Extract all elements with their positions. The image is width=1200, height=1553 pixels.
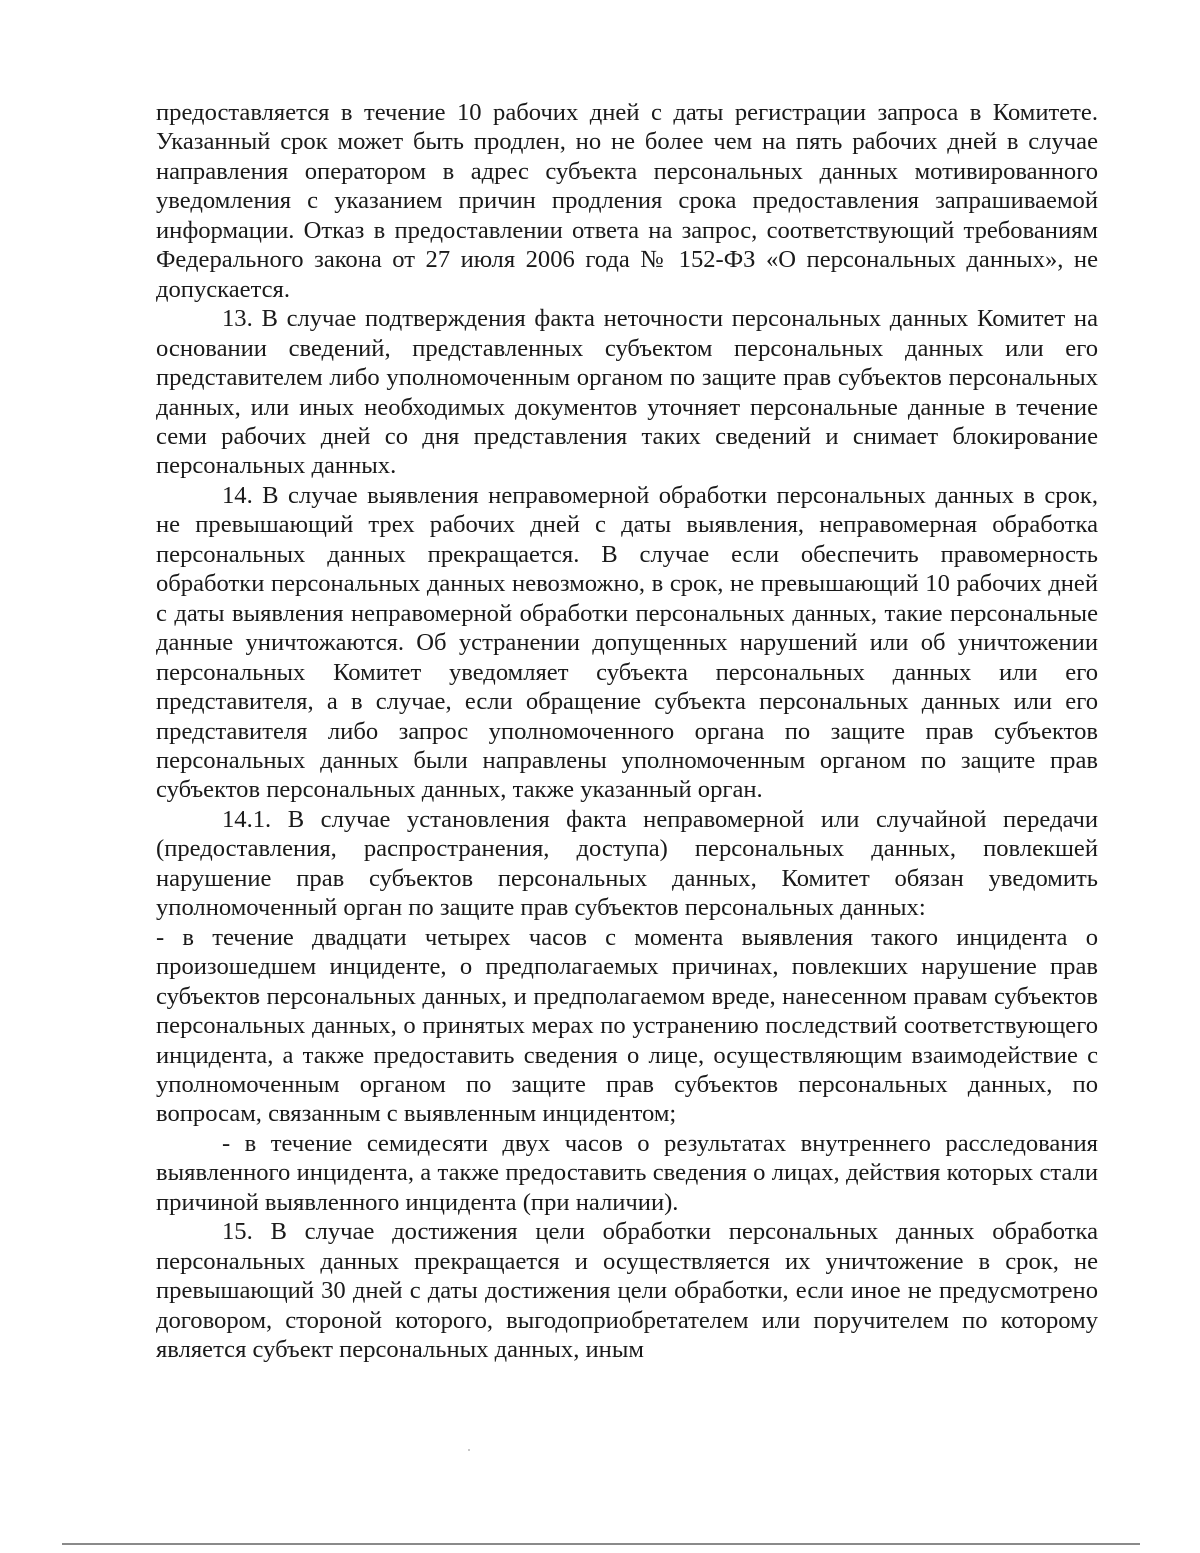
list-item-72-hours: - в течение семидесяти двух часов о результатах внутреннего расследования выявленного инцидента, а также предоставить сведения о лицах, действия которых стали причиной выявленного инцидента (при наличии). — [156, 1129, 1098, 1216]
page-bottom-rule — [62, 1543, 1140, 1545]
paragraph-14-1: 14.1. В случае установления факта неправомерной или случайной передачи (предоставления, распространения, доступа) персональных данных, повлекшей нарушение прав субъектов персональных данных, Комитет обязан уведомить уполномоченный орган по защите прав субъектов персональных данных: — [156, 805, 1098, 922]
list-item-24-hours: - в течение двадцати четырех часов с момента выявления такого инцидента о произошедшем инциденте, о предполагаемых причинах, повлекших нарушение прав субъектов персональных данных, и предполагаемом вреде, нанесенном правам субъектов персональных данных, о принятых мерах по устранению последствий соответствующего инцидента, а также предоставить сведения о лице, осуществляющим взаимодействие с уполномоченным органом по защите прав субъектов персональных данных, по вопросам, связанным с выявленным инцидентом; — [156, 923, 1098, 1128]
paragraph-13: 13. В случае подтверждения факта неточности персональных данных Комитет на основании сведений, представленных субъектом персональных данных или его представителем либо уполномоченным органом по защите прав субъектов персональных данных, или иных необходимых документов уточняет персональные данные в течение семи рабочих дней со дня представления таких сведений и снимает блокирование персональных данных. — [156, 305, 1098, 480]
scan-artifact — [468, 1449, 470, 1451]
document-body — [156, 98, 1098, 1364]
paragraph-14: 14. В случае выявления неправомерной обработки персональных данных в срок, не превышающий трех рабочих дней с даты выявления, неправомерная обработка персональных данных прекращается. В случае если обеспечить правомерность обработки персональных данных невозможно, в срок, не превышающий 10 рабочих дней с даты выявления неправомерной обработки персональных данных, такие персональные данные уничтожаются. Об устранении допущенных нарушений или об уничтожении персональных Комитет уведомляет субъекта персональных данных или его представителя, а в случае, если обращение субъекта персональных данных или его представителя либо запрос уполномоченного органа по защите прав субъектов персональных данных были направлены уполномоченным органом по защите прав субъектов персональных данных, также указанный орган. — [156, 481, 1098, 804]
paragraph-15: 15. В случае достижения цели обработки персональных данных обработка персональных данных прекращается и осуществляется их уничтожение в срок, не превышающий 30 дней с даты достижения цели обработки, если иное не предусмотрено договором, стороной которого, выгодоприобретателем или поручителем по которому является субъект персональных данных, иным — [156, 1218, 1098, 1364]
paragraph-continuation-12: предоставляется в течение 10 рабочих дней с даты регистрации запроса в Комитете. Указанный срок может быть продлен, но не более чем на пять рабочих дней в случае направления оператором в адрес субъекта персональных данных мотивированного уведомления с указанием причин продления срока предоставления запрашиваемой информации. Отказ в предоставлении ответа на запрос, соответствующий требованиям Федерального закона от 27 июля 2006 года № 152-ФЗ «О персональных данных», не допускается. — [156, 99, 1098, 303]
